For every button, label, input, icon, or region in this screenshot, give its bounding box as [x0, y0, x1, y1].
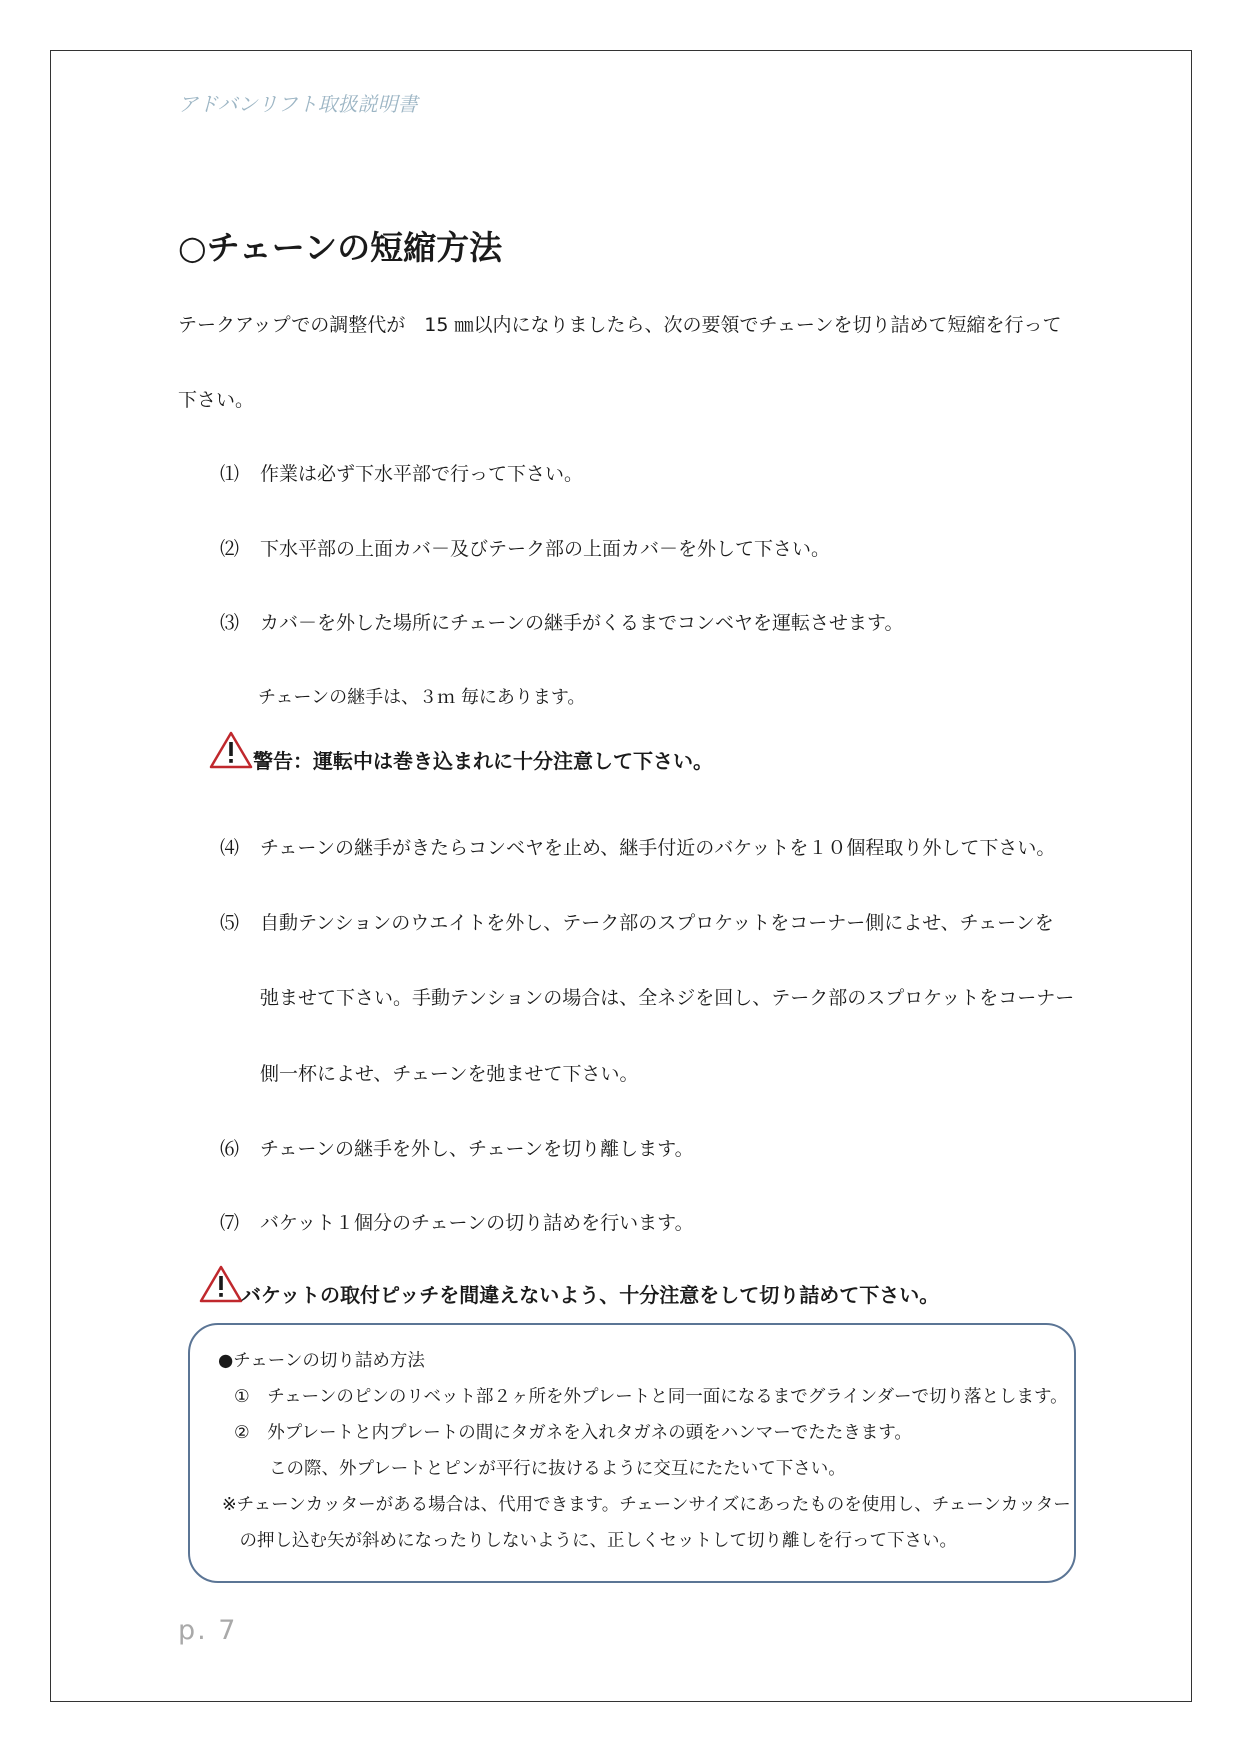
step-text: チェーンの継手がきたらコンベヤを止め、継手付近のバケットを１０個程取り外して下さい。: [260, 837, 1056, 859]
intro-line-2: 下さい。: [178, 389, 255, 411]
step-text: 作業は必ず下水平部で行って下さい。: [260, 463, 584, 485]
box-item: ② 外プレートと内プレートの間にタガネを入れタガネの頭をハンマーでたたきます。: [234, 1423, 912, 1443]
intro-line-1: テークアップでの調整代が 15 ㎜以内になりましたら、次の要領でチェーンを切り詰めて短縮を行って: [178, 314, 1062, 336]
step-number: ⑴: [220, 463, 240, 485]
box-title: ●チェーンの切り詰め方法: [218, 1351, 425, 1371]
step-number: ⑸: [220, 912, 240, 934]
step-number: ⑵: [220, 538, 240, 560]
step-number: ⑺: [220, 1212, 240, 1234]
section-title: ○チェーンの短縮方法: [178, 228, 503, 267]
step-text: カバ－を外した場所にチェーンの継手がくるまでコンベヤを運転させます。: [260, 612, 904, 634]
document-header: アドバンリフト取扱説明書: [178, 92, 418, 116]
box-item: この際、外プレートとピンが平行に抜けるように交互にたたいて下さい。: [234, 1459, 846, 1479]
step-text: 自動テンションのウエイトを外し、テーク部のスプロケットをコーナー側によせ、チェーンを: [260, 912, 1054, 934]
step-text-continued: チェーンの継手は、３ｍ 毎にあります。: [258, 687, 586, 708]
box-note: ※チェーンカッターがある場合は、代用できます。チェーンサイズにあったものを使用し、チェーンカッター: [222, 1495, 1071, 1515]
warning-triangle-icon: [209, 731, 253, 769]
step-number: ⑷: [220, 837, 240, 859]
step-text: チェーンの継手を外し、チェーンを切り離します。: [260, 1138, 694, 1160]
step-text-continued: 弛ませて下さい。手動テンションの場合は、全ネジを回し、テーク部のスプロケットをコーナー: [260, 987, 1075, 1009]
warning-triangle-icon: [199, 1265, 243, 1303]
step-number: ⑹: [220, 1138, 240, 1160]
step-text: 下水平部の上面カバ－及びテーク部の上面カバ－を外して下さい。: [260, 538, 831, 560]
step-text-continued: 側一杯によせ、チェーンを弛ませて下さい。: [260, 1063, 639, 1085]
page-number: p. 7: [178, 1615, 238, 1646]
warning-text: 警告：運転中は巻き込まれに十分注意して下さい。: [253, 749, 713, 773]
warning-text: バケットの取付ピッチを間違えないよう、十分注意をして切り詰めて下さい。: [241, 1283, 940, 1307]
step-text: バケット１個分のチェーンの切り詰めを行います。: [260, 1212, 694, 1234]
box-item: ① チェーンのピンのリベット部２ヶ所を外プレートと同一面になるまでグラインダーで切り落とします。: [234, 1387, 1068, 1407]
step-number: ⑶: [220, 612, 240, 634]
box-note: の押し込む矢が斜めになったりしないように、正しくセットして切り離しを行って下さい。: [222, 1531, 957, 1551]
